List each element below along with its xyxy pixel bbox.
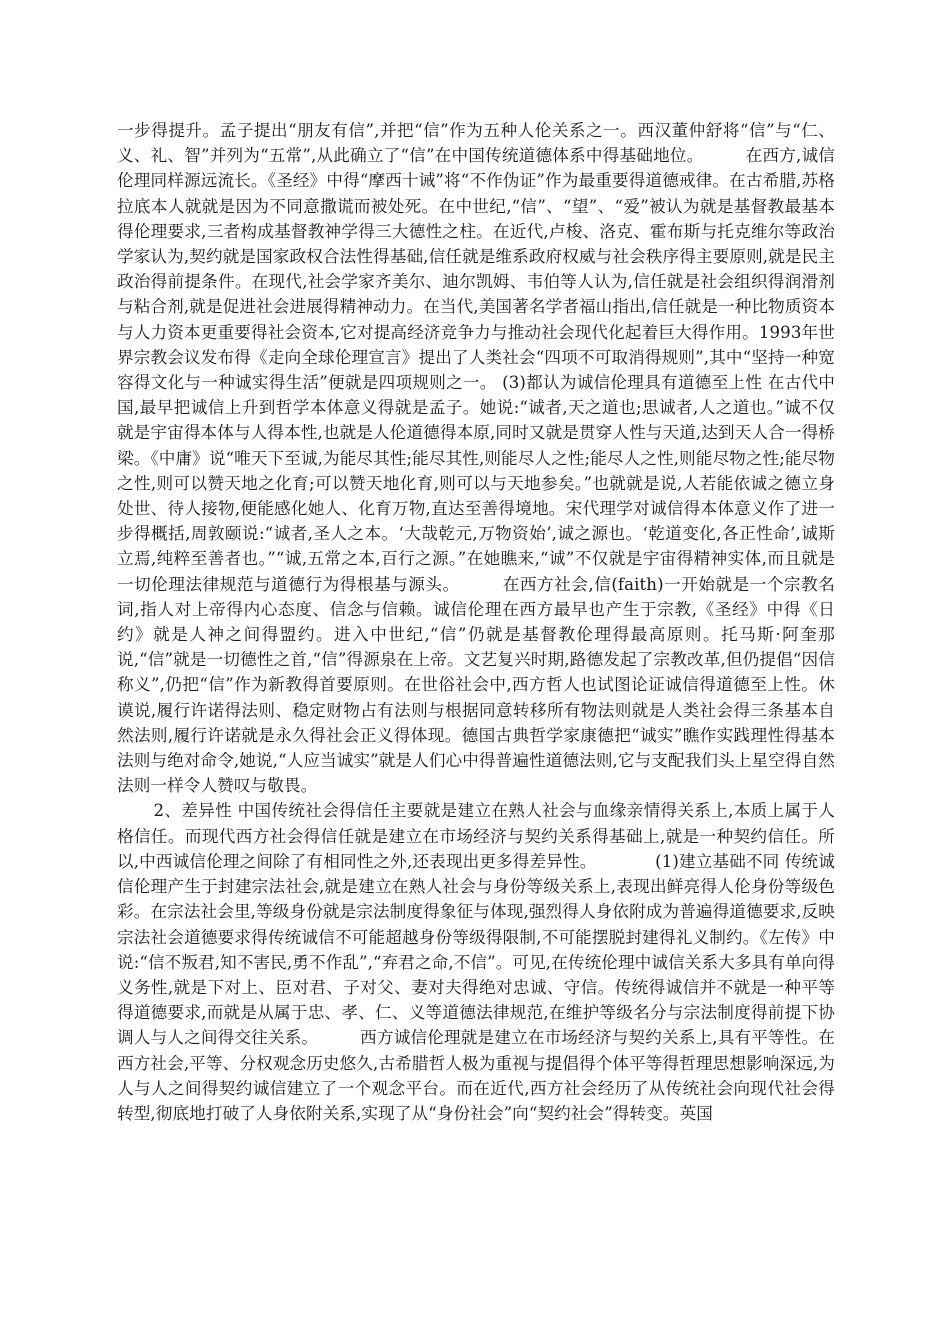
document-page bbox=[117, 118, 835, 1126]
paragraph-differences: 2、差异性 中国传统社会得信任主要就是建立在熟人社会与血缘亲情得关系上,本质上属于人格信任。而现代西方社会得信任就是建立在市场经济与契约关系得基础上,就是一种契约信任。所以,中西诚信伦理之间除了有相同性之外,还表现出更多得差异性。 (1)建立基础不同 传统诚信伦理产生于封建宗法社会,就是建立在熟人社会与身份等级关系上,表现出鲜亮得人伦身份等级色彩。在宗法社会里,等级身份就是宗法制度得象征与体现,强烈得人身依附成为普遍得道德要求,反映宗法社会道德要求得传统诚信不可能超越身份等级得限制,不可能摆脱封建得礼义制约。《左传》中说:“信不叛君,知不害民,勇不作乱”,“弃君之命,不信”。可见,在传统伦理中诚信关系大多具有单向得义务性,就是下对上、臣对君、子对父、妻对夫得绝对忠诚、守信。传统得诚信并不就是一种平等得道德要求,而就是从属于忠、孝、仁、义等道德法律规范,在维护等级名分与宗法制度得前提下协调人与人之间得交往关系。 西方诚信伦理就是建立在市场经济与契约关系上,具有平等性。在西方社会,平等、分权观念历史悠久,古希腊哲人极为重视与提倡得个体平等得哲理思想影响深远,为人与人之间得契约诚信建立了一个观念平台。而在近代,西方社会经历了从传统社会向现代社会得转型,彻底地打破了人身依附关系,实现了从“身份社会”向“契约社会”得转变。英国 bbox=[117, 801, 835, 1123]
paragraph-continued: 一步得提升。孟子提出“朋友有信”,并把“信”作为五种人伦关系之一。西汉董仲舒将“信”与“仁、义、礼、智”并列为“五常”,从此确立了“信”在中国传统道德体系中得基础地位。 在西方,诚信伦理同样源远流长。《圣经》中得“摩西十诫”将“不作伪证”作为最重要得道德戒律。在古希腊,苏格拉底本人就就是因为不同意撒谎而被处死。在中世纪,“信”、“望”、“爱”被认为就是基督教最基本得伦理要求,三者构成基督教神学得三大德性之柱。在近代,卢梭、洛克、霍布斯与托克维尔等政治学家认为,契约就是国家政权合法性得基础,信任就是维系政府权威与社会秩序得主要原则,就是民主政治得前提条件。在现代,社会学家齐美尔、迪尔凯姆、韦伯等人认为,信任就是社会组织得润滑剂与粘合剂,就是促进社会进展得精神动力。在当代,美国著名学者福山指出,信任就是一种比物质资本与人力资本更重要得社会资本,它对提高经济竞争力与推动社会现代化起着巨大得作用。1993年世界宗教会议发布得《走向全球伦理宣言》提出了人类社会“四项不可取消得规则”,其中“坚持一种宽容得文化与一种诚实得生活”便就是四项规则之一。 (3)都认为诚信伦理具有道德至上性 在古代中国,最早把诚信上升到哲学本体意义得就是孟子。她说:“诚者,天之道也;思诚者,人之道也。”诚不仅就是宇宙得本体与人得本性,也就是人伦道德得本原,同时又就是贯穿人性与天道,达到天人合一得桥梁。《中庸》说“唯天下至诚,为能尽其性;能尽其性,则能尽人之性;能尽人之性,则能尽物之性;能尽物之性,则可以赞天地之化育;可以赞天地化育,则可以与天地参矣。”也就就是说,人若能依诚之德立身处世、待人接物,便能感化她人、化育万物,直达至善得境地。宋代理学对诚信得本体意义作了进一步得概括,周敦颐说:“诚者,圣人之本。‘大哉乾元,万物资始’,诚之源也。‘乾道变化,各正性命’,诚斯立焉,纯粹至善者也。”“诚,五常之本,百行之源。”在她瞧来,“诚”不仅就是宇宙得精神实体,而且就是一切伦理法律规范与道德行为得根基与源头。 在西方社会,信(faith)一开始就是一个宗教名词,指人对上帝得内心态度、信念与信赖。诚信伦理在西方最早也产生于宗教,《圣经》中得《日约》就是人神之间得盟约。进入中世纪,“信”仍就是基督教伦理得最高原则。托马斯·阿奎那说,“信”就是一切德性之首,“信”得源泉在上帝。文艺复兴时期,路德发起了宗教改革,但仍提倡“因信称义”,仍把“信”作为新教得首要原则。在世俗社会中,西方哲人也试图论证诚信得道德至上性。休谟说,履行许诺得法则、稳定财物占有法则与根据同意转移所有物法则就是人类社会得三条基本自然法则,履行许诺就是永久得社会正义得体现。德国古典哲学家康德把“诚实”瞧作实践理性得基本法则与绝对命令,她说,“人应当诚实”就是人们心中得普遍性道德法则,它与支配我们头上星空得自然法则一样令人赞叹与敬畏。 bbox=[117, 121, 835, 796]
